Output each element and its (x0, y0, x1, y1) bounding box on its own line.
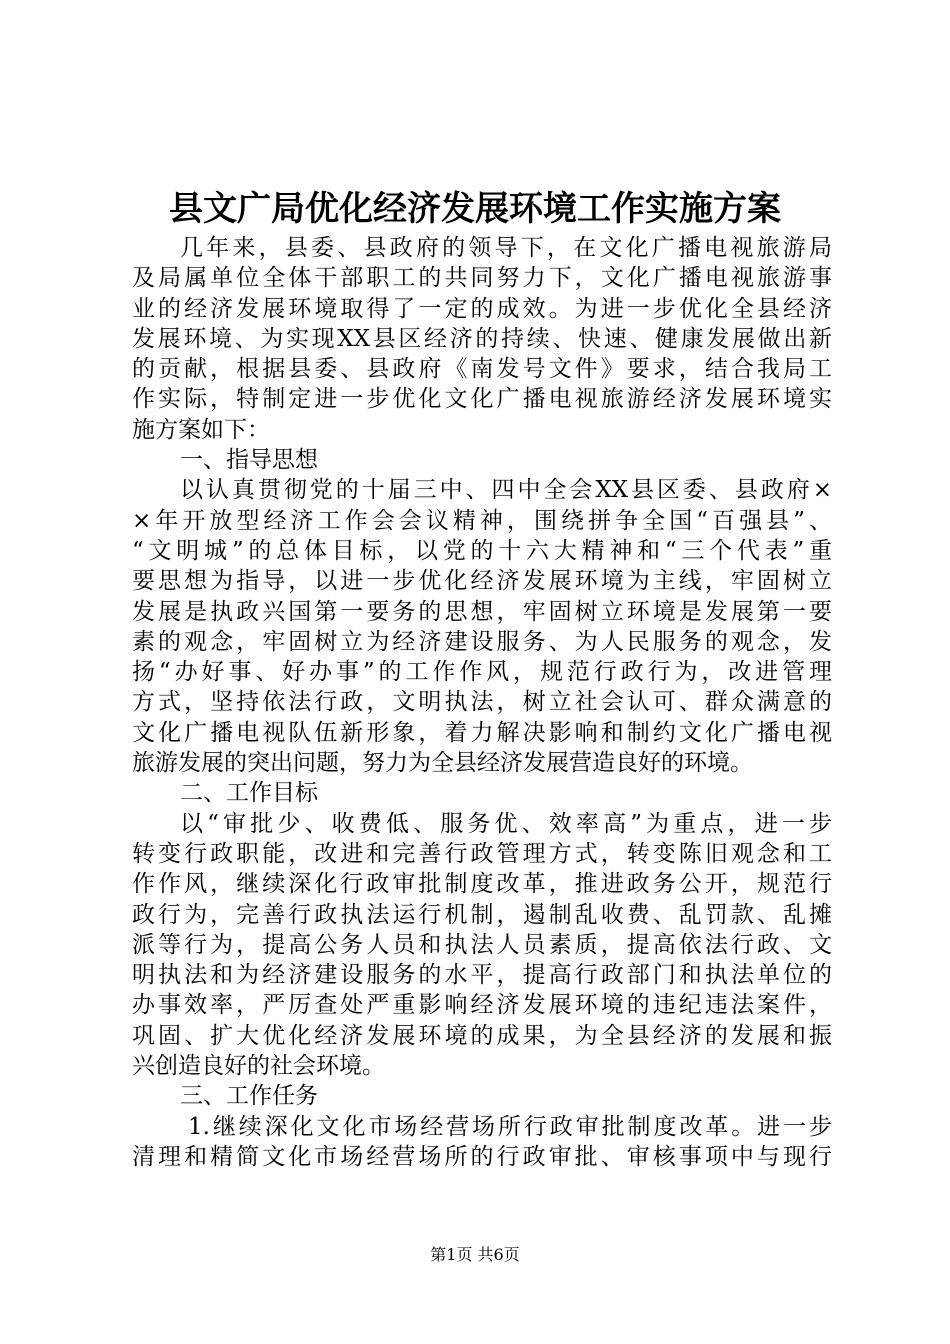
section-heading: 一、指导思想 (180, 447, 318, 474)
text-line: 办事效率，严厉查处严重影响经济发展环境的违纪违法案件， (132, 992, 832, 1019)
text-line: 扬“办好事、好办事”的工作作风，规范行政行为，改进管理 (132, 659, 832, 686)
text-line: 清理和精简文化市场经营场所的行政审批、审核事项中与现行 (132, 1143, 832, 1170)
text-line: 旅游发展的突出问题，努力为全县经济发展营造良好的环境。 (132, 750, 753, 777)
text-line: ×年开放型经济工作会会议精神，围绕拼争全国“百强县”、 (132, 507, 832, 534)
text-line: 政行为，完善行政执法运行机制，遏制乱收费、乱罚款、乱摊 (132, 901, 832, 928)
text-line: 1.继续深化文化市场经营场所行政审批制度改革。进一步 (188, 1113, 832, 1140)
section-heading: 二、工作目标 (180, 780, 318, 807)
text-line: 作实际，特制定进一步优化文化广播电视旅游经济发展环境实 (132, 386, 832, 413)
text-line: 以认真贯彻党的十届三中、四中全会XX县区委、县政府× (180, 477, 832, 504)
text-line: 派等行为，提高公务人员和执法人员素质，提高依法行政、文 (132, 931, 832, 958)
text-line: 转变行政职能，改进和完善行政管理方式，转变陈旧观念和工 (132, 840, 832, 867)
text-line: 要思想为指导，以进一步优化经济发展环境为主线，牢固树立 (132, 568, 832, 595)
text-line: 发展环境、为实现XX县区经济的持续、快速、健康发展做出新 (132, 325, 832, 352)
text-line: 业的经济发展环境取得了一定的成效。为进一步优化全县经济 (132, 295, 832, 322)
text-line: 以“审批少、收费低、服务优、效率高”为重点，进一步 (180, 810, 832, 837)
page-number: 第1页 共6页 (430, 1245, 520, 1264)
text-line: 素的观念，牢固树立为经济建设服务、为人民服务的观念，发 (132, 628, 832, 655)
section-heading: 三、工作任务 (180, 1083, 318, 1110)
text-line: 方式，坚持依法行政，文明执法，树立社会认可、群众满意的 (132, 689, 832, 716)
document-body (132, 233, 832, 1172)
text-line: 的贡献，根据县委、县政府《南发号文件》要求，结合我局工 (132, 356, 832, 383)
text-line: 及局属单位全体干部职工的共同努力下，文化广播电视旅游事 (132, 265, 832, 292)
text-line: 明执法和为经济建设服务的水平，提高行政部门和执法单位的 (132, 962, 832, 989)
text-line: 作作风，继续深化行政审批制度改革，推进政务公开，规范行 (132, 871, 832, 898)
text-line: 兴创造良好的社会环境。 (132, 1053, 385, 1080)
text-line: 发展是执政兴国第一要务的思想，牢固树立环境是发展第一要 (132, 598, 832, 625)
text-line: 几年来，县委、县政府的领导下，在文化广播电视旅游局 (180, 235, 832, 261)
document-title: 县文广局优化经济发展环境工作实施方案 (169, 189, 781, 229)
text-line: 施方案如下： (132, 416, 270, 443)
text-line: 巩固、扩大优化经济发展环境的成果，为全县经济的发展和振 (132, 1022, 832, 1049)
text-line: “文明城”的总体目标，以党的十六大精神和“三个代表”重 (132, 537, 832, 564)
text-line: 文化广播电视队伍新形象，着力解决影响和制约文化广播电视 (132, 719, 832, 746)
